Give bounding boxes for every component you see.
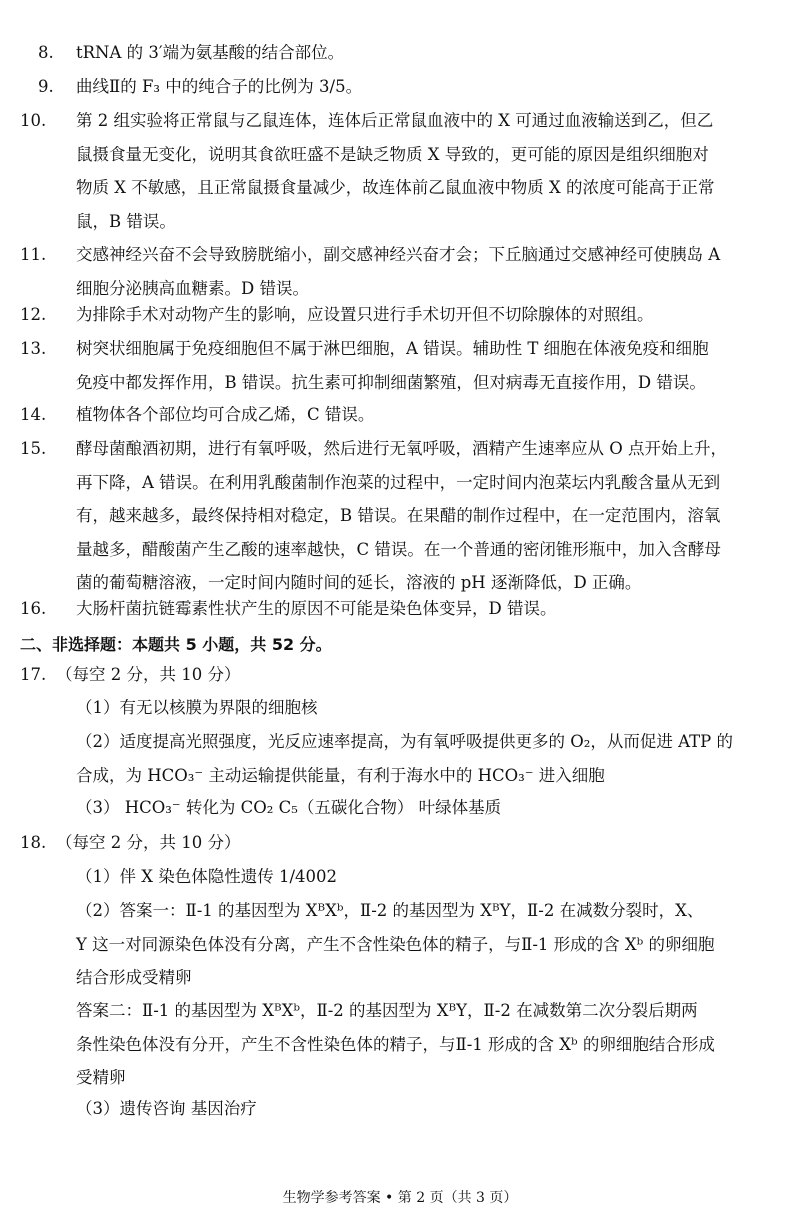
answer-17-3: （3） HCO₃⁻ 转化为 CO₂ C₅（五碳化合物） 叶绿体基质: [76, 798, 502, 817]
question-number: 18.: [20, 833, 47, 852]
item-text: 酵母菌酿酒初期，进行有氧呼吸，然后进行无氧呼吸，酒精产生速率应从 O 点开始上升， 再下降，A 错误。在利用乳酸菌制作泡菜的过程中，一定时间内泡菜坛内乳酸含量从无到 有，越来越多，最终保持相对稳定，B 错误。在果醋的制作过程中，在一定范围内，溶氧 量越多，醋酸菌产生乙酸的速率越快，C 错误。在一个普通的密闭锥形瓶中，加入含酵母 菌的葡萄糖溶液，一定时间内随时间的延长，溶液的 pH 逐渐降低，D 正确。: [76, 439, 728, 592]
answer-18-1: （1）伴 X 染色体隐性遗传 1/4002: [76, 867, 338, 886]
item-text: 曲线Ⅱ的 F₃ 中的纯合子的比例为 3/5。: [76, 77, 363, 96]
question-number: 17.: [20, 665, 47, 684]
item-number: 16.: [20, 599, 47, 618]
section-heading: 二、非选择题：本题共 5 小题，共 52 分。: [20, 635, 332, 654]
item-text: 植物体各个部位均可合成乙烯，C 错误。: [76, 405, 375, 424]
answer-18-2: （2）答案一：Ⅱ-1 的基因型为 XᴮXᵇ，Ⅱ-2 的基因型为 XᴮY，Ⅱ-2 在减数分裂时，X、 Y 这一对同源染色体没有分离，产生不含性染色体的精子，与Ⅱ-1 形成的含 Xᵇ 的卵细胞 结合形成受精卵: [76, 901, 715, 987]
item-number: 13.: [20, 339, 47, 358]
question-header: （每空 2 分，共 10 分）: [56, 833, 241, 852]
item-text: 树突状细胞属于免疫细胞但不属于淋巴细胞，A 错误。辅助性 T 细胞在体液免疫和细胞 免疫中都发挥作用，B 错误。抗生素可抑制细菌繁殖，但对病毒无直接作用，D 错误。: [76, 339, 709, 392]
item-number: 15.: [20, 439, 47, 458]
answer-17-1: （1）有无以核膜为界限的细胞核: [76, 698, 318, 717]
answer-18-2-alt: 答案二：Ⅱ-1 的基因型为 XᴮXᵇ，Ⅱ-2 的基因型为 XᴮY，Ⅱ-2 在减数第二次分裂后期两 条性染色体没有分开，产生不含性染色体的精子，与Ⅱ-1 形成的含 Xᵇ 的卵细胞结合形成 受精卵: [76, 1001, 715, 1087]
answer-18-3: （3）遗传咨询 基因治疗: [76, 1099, 257, 1118]
item-text: 第 2 组实验将正常鼠与乙鼠连体，连体后正常鼠血液中的 X 可通过血液输送到乙，但乙 鼠摄食量无变化，说明其食欲旺盛不是缺乏物质 X 导致的，更可能的原因是组织细胞对 物质 X 不敏感，且正常鼠摄食量减少，故连体前乙鼠血液中物质 X 的浓度可能高于正常 鼠，B 错误。: [76, 111, 715, 231]
page-footer: 生物学参考答案 • 第 2 页（共 3 页）: [282, 1190, 518, 1206]
item-text: 大肠杆菌抗链霉素性状产生的原因不可能是染色体变异，D 错误。: [76, 599, 557, 618]
item-number: 11.: [20, 245, 47, 264]
item-number: 8.: [38, 43, 54, 62]
item-number: 10.: [20, 111, 47, 130]
item-text: 交感神经兴奋不会导致膀胱缩小，副交感神经兴奋才会；下丘脑通过交感神经可使胰岛 A 细胞分泌胰高血糖素。D 错误。: [76, 245, 721, 298]
item-number: 12.: [20, 305, 47, 324]
answer-17-2: （2）适度提高光照强度，光反应速率提高，为有氧呼吸提供更多的 O₂，从而促进 ATP 的 合成，为 HCO₃⁻ 主动运输提供能量，有利于海水中的 HCO₃⁻ 进入细胞: [76, 732, 733, 785]
item-number: 14.: [20, 405, 47, 424]
question-header: （每空 2 分，共 10 分）: [56, 665, 241, 684]
item-text: 为排除手术对动物产生的影响，应设置只进行手术切开但不切除腺体的对照组。: [76, 305, 654, 324]
item-text: tRNA 的 3′端为氨基酸的结合部位。: [76, 43, 345, 62]
item-number: 9.: [38, 77, 54, 96]
